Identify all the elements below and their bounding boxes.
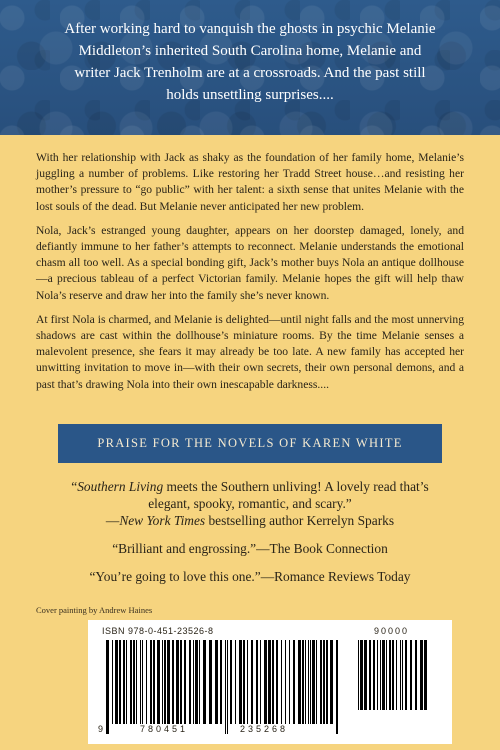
barcode-bar [420, 640, 423, 710]
barcode-bar [326, 640, 328, 724]
barcode-bar [227, 640, 228, 734]
barcode-bar [172, 640, 174, 724]
barcode-bar [150, 640, 152, 724]
barcode-bar [364, 640, 367, 710]
barcode-bar [184, 640, 186, 724]
barcode-bar [260, 640, 261, 724]
barcode-bar [195, 640, 198, 724]
barcode-bar [405, 640, 407, 710]
barcode-bar [256, 640, 258, 724]
barcode-digit-left: 9 [98, 724, 104, 734]
barcode-bar [410, 640, 412, 710]
quote-3: “You’re going to love this one.”—Romance Reviews Today [89, 569, 411, 584]
barcode-bar [112, 640, 113, 724]
barcode-addon [358, 640, 428, 720]
barcode-bar [193, 640, 194, 724]
barcode-bar [424, 640, 427, 710]
quote-1-source-italic: New York Times [119, 513, 206, 528]
barcode-bar [180, 640, 182, 724]
cover-credit: Cover painting by Andrew Haines [36, 605, 153, 615]
barcode-bar [264, 640, 267, 724]
barcode-bar [189, 640, 191, 724]
barcode-bar [215, 640, 218, 724]
barcode-bar [302, 640, 304, 724]
praise-quotes [60, 478, 440, 596]
barcode-bar [400, 640, 401, 710]
quote-1: “Southern Living meets the Southern unliving! A lovely read that’s elegant, spooky, romantic, and scary.” —New York Times bestselling author Kerrelyn Sparks [71, 479, 429, 528]
praise-heading: PRAISE FOR THE NOVELS OF KAREN WHITE [97, 436, 403, 450]
barcode-bar [157, 640, 160, 724]
barcode-bar [308, 640, 309, 724]
barcode-bar [199, 640, 200, 724]
barcode-bar [386, 640, 387, 710]
barcode-bar [167, 640, 170, 724]
barcode-digits-group1: 780451 [140, 724, 189, 734]
barcode-bar [323, 640, 325, 724]
barcode-bar [285, 640, 286, 724]
barcode-bar [230, 640, 232, 724]
quote-1-italic: Southern Living [77, 479, 164, 494]
barcode-bar [119, 640, 121, 724]
barcode-bar [247, 640, 248, 724]
barcode-bar [272, 640, 274, 724]
barcode-bar [305, 640, 306, 724]
barcode-bar [133, 640, 135, 724]
barcode-bar [235, 640, 236, 724]
barcode-bar [310, 640, 311, 724]
quote-1-source: bestselling author Kerrelyn Sparks [205, 513, 395, 528]
barcode-bar [203, 640, 206, 724]
barcode-bar [251, 640, 253, 724]
top-blurb: After working hard to vanquish the ghosts in psychic Melanie Middleton’s inherited South Carolina home, Melanie and writer Jack Trenholm are at a crossroads. And the past still holds unsettling surprises.... [64, 21, 436, 103]
barcode-bar [380, 640, 381, 710]
barcode-bar [136, 640, 137, 724]
barcode-main [106, 640, 342, 734]
synopsis-paragraph-2: Nola, Jack’s estranged young daughter, appears on her doorstep damaged, lonely, and defiantly immune to her father’s attempts to reconnect. Melanie understands the emotional chasm all too well. As a special bonding gift, Jack’s mother buys Nola an antique dollhouse—a precious tableau of a perfect Victorian family. Melanie hopes the gift will help thaw Nola’s reserve and draw her into the family she’s never known. [36, 223, 464, 302]
barcode-bar [298, 640, 301, 724]
barcode-bar [239, 640, 242, 724]
barcode-bar [389, 640, 391, 710]
barcode-bar [140, 640, 141, 724]
synopsis-paragraph-1: With her relationship with Jack as shaky as the foundation of her family home, Melanie’s juggling a number of problems. Like restoring her Tradd Street house…and resisting her mother’s pressure to “go public” with her talent: a sixth sense that unites Melanie with the lost souls of the dead. But Melanie never anticipated her new problem. [36, 151, 464, 213]
barcode-bar [130, 640, 132, 724]
barcode-bar [316, 640, 317, 724]
barcode-bar [330, 640, 333, 724]
barcode-bar [336, 640, 338, 734]
barcode-addon-digits: 90000 [374, 626, 410, 636]
barcode-bar [377, 640, 378, 710]
isbn-label: ISBN 978-0-451-23526-8 [102, 626, 214, 636]
synopsis-paragraph-3: At first Nola is charmed, and Melanie is delighted—until night falls and the most unnerving shadows are cast within the dollhouse’s miniature rooms. By the time Melanie senses a malevolent presence, she fears it may already be too late. A new family has accepted her unwitting invitation to move in—with their own secrets, their own personal demons, and a past that’s drawing Nola into their own inescapable darkness.... [36, 312, 464, 391]
barcode-bar [126, 640, 127, 724]
barcode-box [88, 620, 452, 744]
barcode-bar [382, 640, 385, 710]
barcode-bar [358, 640, 359, 710]
barcode-bar [176, 640, 179, 724]
barcode-bar [220, 640, 222, 724]
barcode-bar [106, 640, 109, 734]
barcode-bar [164, 640, 166, 724]
barcode-bar [392, 640, 394, 710]
barcode-bar [402, 640, 403, 710]
barcode-bar [225, 640, 226, 734]
barcode-bar [209, 640, 212, 724]
barcode-bar [142, 640, 143, 724]
barcode-bar [373, 640, 375, 710]
barcode-bar [146, 640, 147, 724]
barcode-bar [415, 640, 417, 710]
quote-2: “Brilliant and engrossing.”—The Book Connection [112, 541, 388, 556]
barcode-bar [396, 640, 397, 710]
barcode-bar [153, 640, 155, 724]
synopsis [36, 150, 464, 401]
barcode-bar [289, 640, 290, 724]
barcode-bar [243, 640, 245, 724]
barcode-bar [281, 640, 282, 724]
barcode-bar [268, 640, 271, 724]
praise-heading-bar [58, 424, 442, 463]
barcode-bar [276, 640, 278, 724]
barcode-bar [293, 640, 295, 724]
barcode-bar [123, 640, 125, 724]
barcode-bar [360, 640, 363, 710]
barcode-bar [115, 640, 118, 724]
barcode-digits-group2: 235268 [240, 724, 289, 734]
barcode-bar [320, 640, 322, 724]
barcode-bar [312, 640, 315, 724]
barcode-bar [162, 640, 163, 724]
barcode-bar [369, 640, 371, 710]
